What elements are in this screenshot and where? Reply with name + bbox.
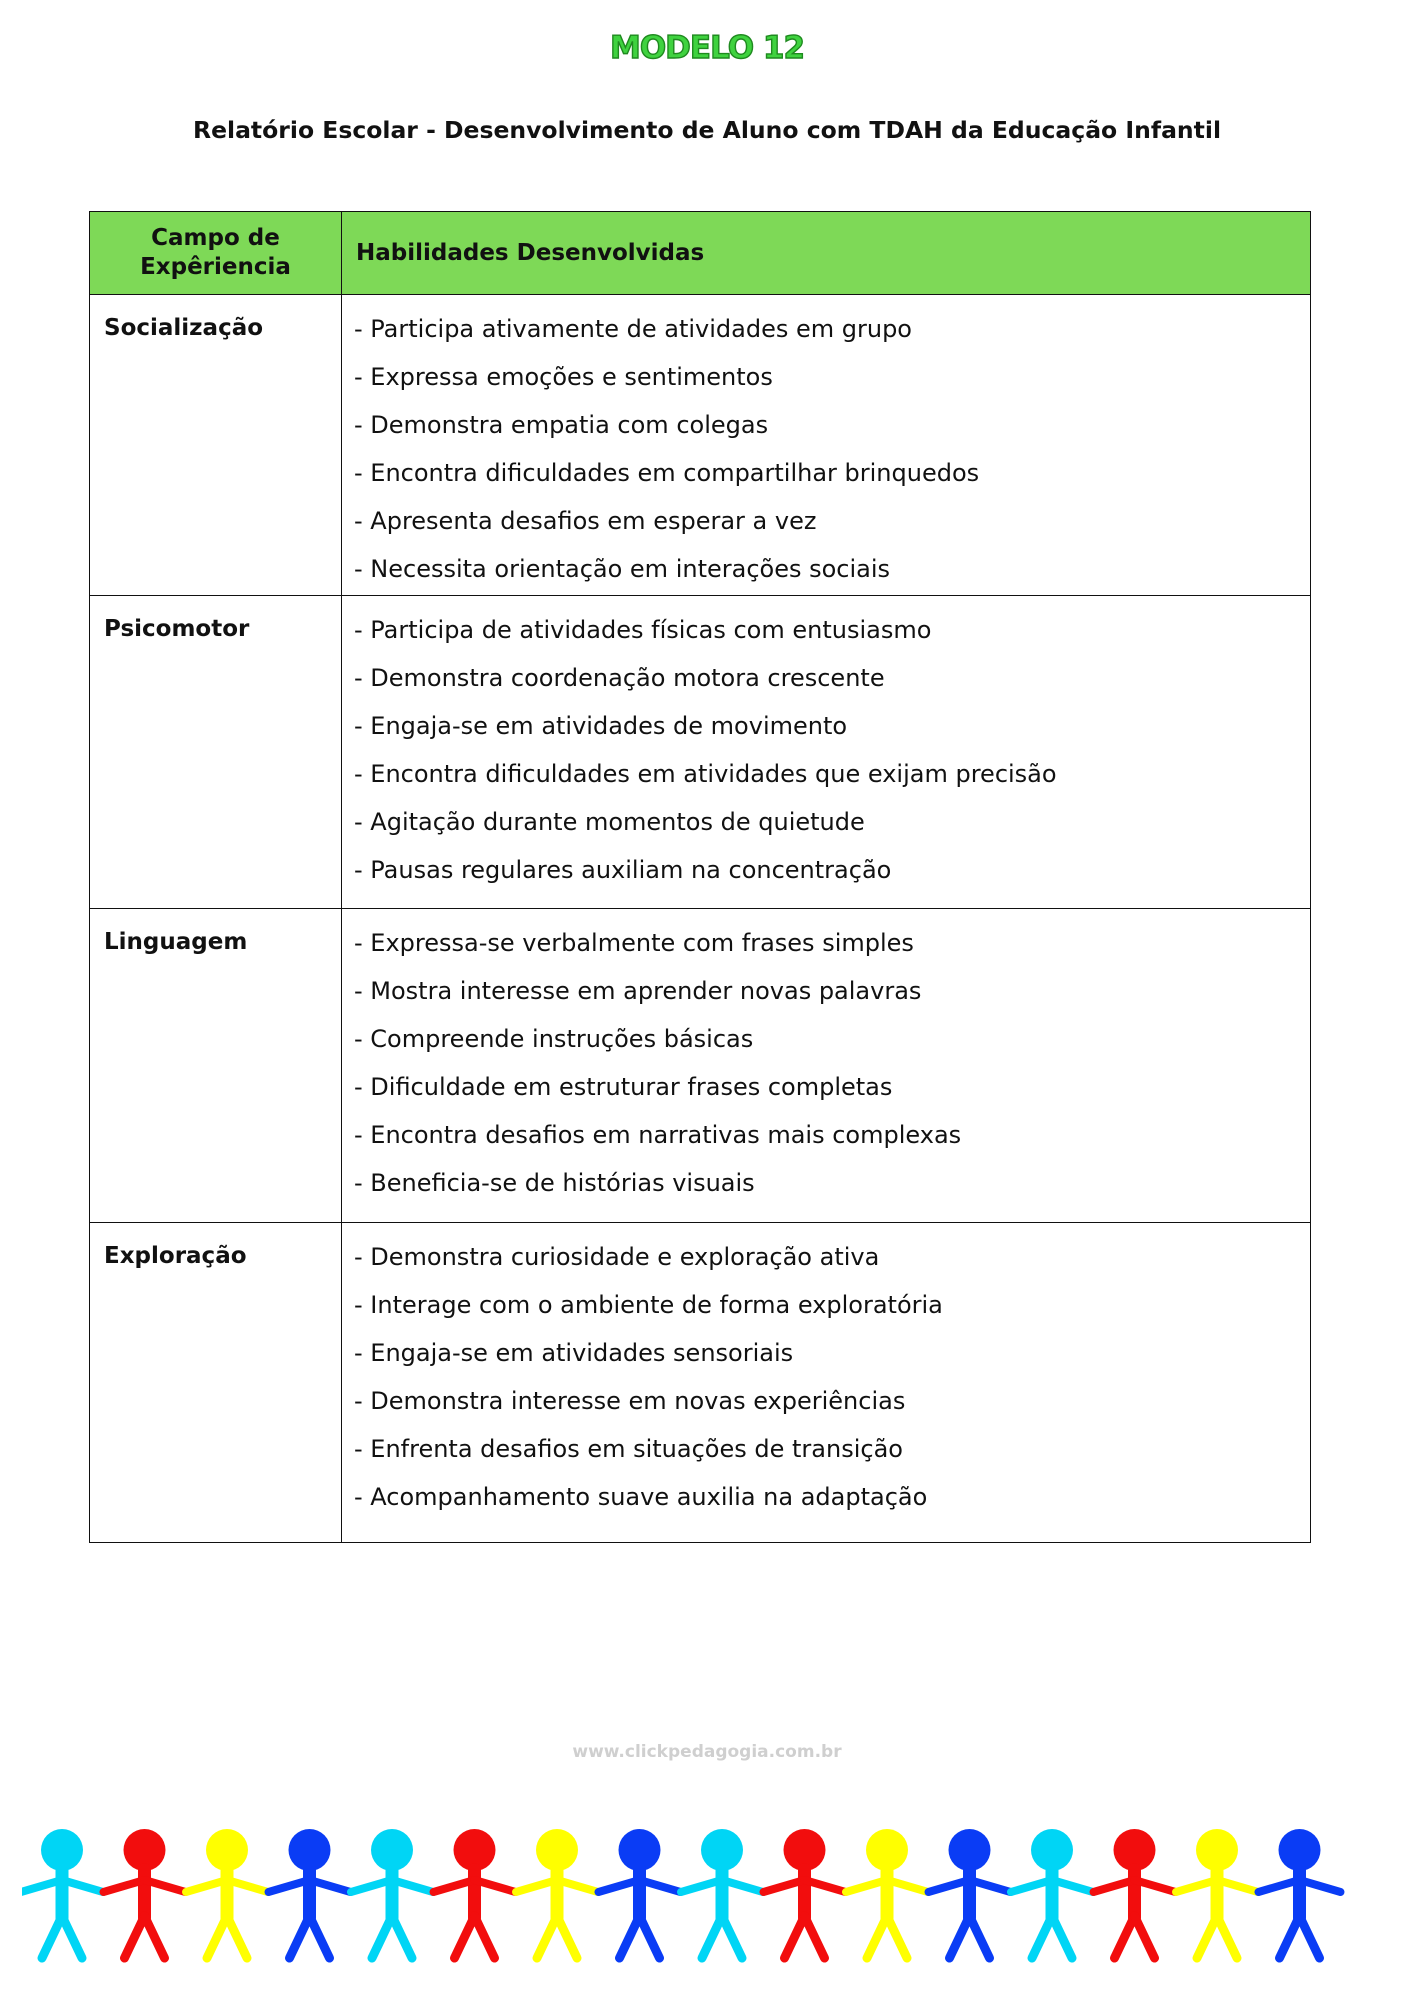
habilidade-item: - Expressa emoções e sentimentos — [354, 363, 773, 391]
table-row-exploracao — [90, 1223, 1310, 1542]
stick-figure-icon — [681, 1829, 763, 1958]
stick-figure-icon — [104, 1829, 186, 1958]
stick-figure-icon — [1259, 1829, 1341, 1958]
table-row-linguagem — [90, 909, 1310, 1223]
header-habilidades: Habilidades Desenvolvidas — [356, 240, 705, 266]
stick-figure-icon — [351, 1829, 433, 1958]
habilidade-item: - Demonstra curiosidade e exploração ativa — [354, 1243, 880, 1271]
stick-figure-icon — [186, 1829, 268, 1958]
habilidades-list — [342, 295, 1310, 595]
habilidade-item: - Engaja-se em atividades sensoriais — [354, 1339, 794, 1367]
stick-figure-icon — [764, 1829, 846, 1958]
habilidade-item: - Beneficia-se de histórias visuais — [354, 1169, 755, 1197]
habilidade-item: - Pausas regulares auxiliam na concentração — [354, 856, 892, 884]
stick-figure-icon — [929, 1829, 1011, 1958]
table-row-psicomotor — [90, 596, 1310, 909]
campo-label: Exploração — [90, 1223, 342, 1542]
stick-figure-icon — [1094, 1829, 1176, 1958]
habilidades-list — [342, 596, 1310, 908]
campo-label: Psicomotor — [90, 596, 342, 908]
campo-label: Linguagem — [90, 909, 342, 1222]
report-table — [89, 211, 1311, 1543]
stick-figure-icon — [516, 1829, 598, 1958]
stick-figure-icon — [846, 1829, 928, 1958]
habilidade-item: - Dificuldade em estruturar frases completas — [354, 1073, 893, 1101]
habilidade-item: - Compreende instruções básicas — [354, 1025, 754, 1053]
habilidade-item: - Enfrenta desafios em situações de transição — [354, 1435, 903, 1463]
stick-figure-icon — [1176, 1829, 1258, 1958]
footer-url: www.clickpedagogia.com.br — [572, 1742, 842, 1762]
stick-figure-icon — [269, 1829, 351, 1958]
stick-figure-icon — [599, 1829, 681, 1958]
stick-figure-icon — [1011, 1829, 1093, 1958]
habilidade-item: - Interage com o ambiente de forma exploratória — [354, 1291, 943, 1319]
habilidade-item: - Engaja-se em atividades de movimento — [354, 712, 848, 740]
table-header-row — [90, 212, 1310, 295]
habilidade-item: - Encontra dificuldades em compartilhar brinquedos — [354, 459, 980, 487]
habilidade-item: - Encontra desafios em narrativas mais complexas — [354, 1121, 962, 1149]
stick-figure-icon — [22, 1829, 103, 1958]
campo-label: Socialização — [90, 295, 342, 595]
habilidade-item: - Agitação durante momentos de quietude — [354, 808, 865, 836]
paper-doll-border — [22, 1820, 1392, 1970]
header-campo-de-experiencia: Campo de Expêriencia — [90, 212, 342, 294]
habilidade-item: - Participa de atividades físicas com entusiasmo — [354, 616, 932, 644]
habilidade-item: - Participa ativamente de atividades em grupo — [354, 315, 912, 343]
habilidade-item: - Necessita orientação em interações sociais — [354, 555, 891, 583]
habilidades-list — [342, 909, 1310, 1222]
model-label: MODELO 12 — [609, 30, 805, 66]
habilidade-item: - Mostra interesse em aprender novas palavras — [354, 977, 922, 1005]
habilidade-item: - Encontra dificuldades em atividades que exijam precisão — [354, 760, 1057, 788]
habilidade-item: - Apresenta desafios em esperar a vez — [354, 507, 817, 535]
habilidade-item: - Demonstra interesse em novas experiências — [354, 1387, 906, 1415]
stick-figure-icon — [434, 1829, 516, 1958]
habilidade-item: - Acompanhamento suave auxilia na adaptação — [354, 1483, 928, 1511]
habilidades-list — [342, 1223, 1310, 1542]
table-row-socializacao — [90, 295, 1310, 596]
habilidade-item: - Demonstra empatia com colegas — [354, 411, 769, 439]
habilidade-item: - Demonstra coordenação motora crescente — [354, 664, 885, 692]
document-title: Relatório Escolar - Desenvolvimento de Aluno com TDAH da Educação Infantil — [192, 116, 1222, 144]
habilidade-item: - Expressa-se verbalmente com frases simples — [354, 929, 914, 957]
